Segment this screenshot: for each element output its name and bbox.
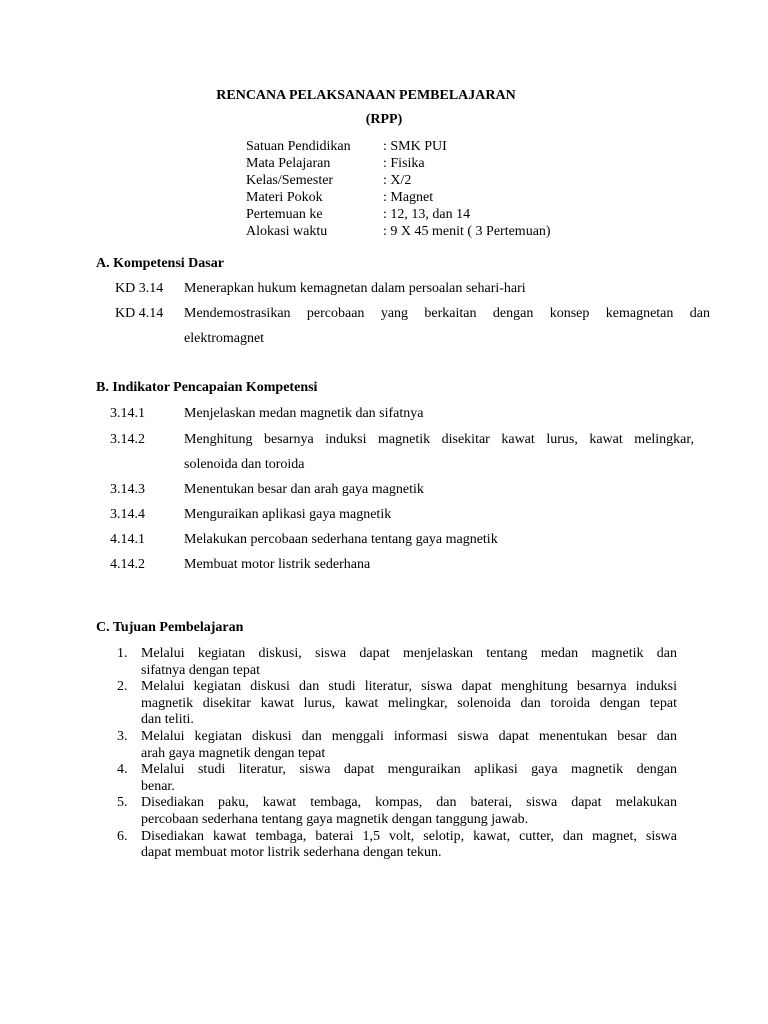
goal-line: sifatnya dengan tepat	[141, 662, 260, 678]
info-value: : X/2	[383, 173, 412, 188]
indicator-text: Menentukan besar dan arah gaya magnetik	[184, 482, 424, 497]
indicator-code: 3.14.4	[110, 507, 145, 522]
kd-text: Mendemostrasikan percobaan yang berkaitan dengan konsep kemagnetan dan	[184, 306, 710, 321]
info-value: : Fisika	[383, 156, 425, 171]
info-key: Kelas/Semester	[246, 173, 334, 188]
indicator-code: 3.14.2	[110, 432, 145, 447]
indicator-text: Melakukan percobaan sederhana tentang gaya magnetik	[184, 532, 498, 547]
goal-line: Melalui studi literatur, siswa dapat menguraikan aplikasi gaya magnetik dengan	[141, 762, 677, 778]
goal-text	[141, 762, 677, 795]
kd-text-continued: elektromagnet	[184, 331, 265, 346]
info-key: Alokasi waktu	[246, 224, 328, 239]
indicator-text: Menghitung besarnya induksi magnetik disekitar kawat lurus, kawat melingkar,	[184, 432, 694, 447]
goal-item	[117, 646, 677, 679]
goal-line: arah gaya magnetik dengan tepat	[141, 745, 326, 761]
info-row	[246, 189, 551, 206]
goal-line: percobaan sederhana tentang gaya magnetik dengan tanggung jawab.	[141, 811, 529, 827]
goal-text	[141, 646, 677, 679]
goal-number: 5.	[117, 795, 128, 811]
goal-item	[117, 762, 677, 795]
goal-line: dapat membuat motor listrik sederhana dengan tekun.	[141, 845, 442, 861]
info-row	[246, 138, 551, 155]
goal-text	[141, 679, 677, 729]
info-row	[246, 223, 551, 240]
goal-text	[141, 729, 677, 762]
goal-line: Melalui kegiatan diskusi dan studi literatur, siswa dapat menghitung besarnya induksi	[141, 679, 677, 695]
info-row	[246, 172, 551, 189]
document-title: RENCANA PELAKSANAAN PEMBELAJARAN	[216, 88, 516, 103]
goal-text	[141, 829, 677, 862]
goal-number: 3.	[117, 728, 128, 744]
goal-line: magnetik disekitar kawat lurus, kawat melingkar, solenoida dan toroida dengan tepat	[141, 695, 677, 711]
info-key: Materi Pokok	[246, 190, 323, 205]
goal-item	[117, 729, 677, 762]
section-heading-kompetensi-dasar: A. Kompetensi Dasar	[96, 256, 224, 271]
info-row	[246, 206, 551, 223]
info-value: : 9 X 45 menit ( 3 Pertemuan)	[383, 224, 551, 239]
info-key: Satuan Pendidikan	[246, 139, 351, 154]
info-value: : 12, 13, dan 14	[383, 207, 471, 222]
indicator-text-continued: solenoida dan toroida	[184, 457, 305, 472]
section-heading-tujuan: C. Tujuan Pembelajaran	[96, 620, 244, 635]
goal-line: Disediakan paku, kawat tembaga, kompas, dan baterai, siswa dapat melakukan	[141, 795, 677, 811]
goal-item	[117, 829, 677, 862]
goal-item	[117, 795, 677, 828]
document-subtitle: (RPP)	[365, 112, 403, 127]
goal-item	[117, 679, 677, 729]
kd-code: KD 4.14	[115, 306, 164, 321]
section-heading-indikator: B. Indikator Pencapaian Kompetensi	[96, 380, 318, 395]
goal-line: Disediakan kawat tembaga, baterai 1,5 volt, selotip, kawat, cutter, dan magnet, siswa	[141, 828, 677, 844]
info-key: Pertemuan ke	[246, 207, 323, 222]
goal-list	[117, 646, 677, 862]
goal-number: 2.	[117, 679, 128, 695]
goal-line: dan teliti.	[141, 712, 194, 728]
indicator-text: Membuat motor listrik sederhana	[184, 557, 371, 572]
info-key: Mata Pelajaran	[246, 156, 331, 171]
kd-code: KD 3.14	[115, 281, 164, 296]
goal-text	[141, 795, 677, 828]
indicator-code: 4.14.2	[110, 557, 145, 572]
indicator-text: Menjelaskan medan magnetik dan sifatnya	[184, 406, 424, 421]
indicator-code: 3.14.1	[110, 406, 145, 421]
info-table	[246, 138, 551, 240]
goal-line: Melalui kegiatan diskusi, siswa dapat menjelaskan tentang medan magnetik dan	[141, 646, 677, 661]
goal-number: 1.	[117, 646, 128, 661]
info-row	[246, 155, 551, 172]
indicator-code: 4.14.1	[110, 532, 145, 547]
goal-line: benar.	[141, 778, 175, 794]
indicator-text: Menguraikan aplikasi gaya magnetik	[184, 507, 392, 522]
info-value: : SMK PUI	[383, 139, 447, 154]
goal-number: 6.	[117, 828, 128, 844]
info-value: : Magnet	[383, 190, 434, 205]
goal-number: 4.	[117, 762, 128, 778]
kd-text: Menerapkan hukum kemagnetan dalam persoalan sehari-hari	[184, 281, 526, 296]
goal-line: Melalui kegiatan diskusi dan menggali informasi siswa dapat menentukan besar dan	[141, 728, 677, 744]
indicator-code: 3.14.3	[110, 482, 145, 497]
